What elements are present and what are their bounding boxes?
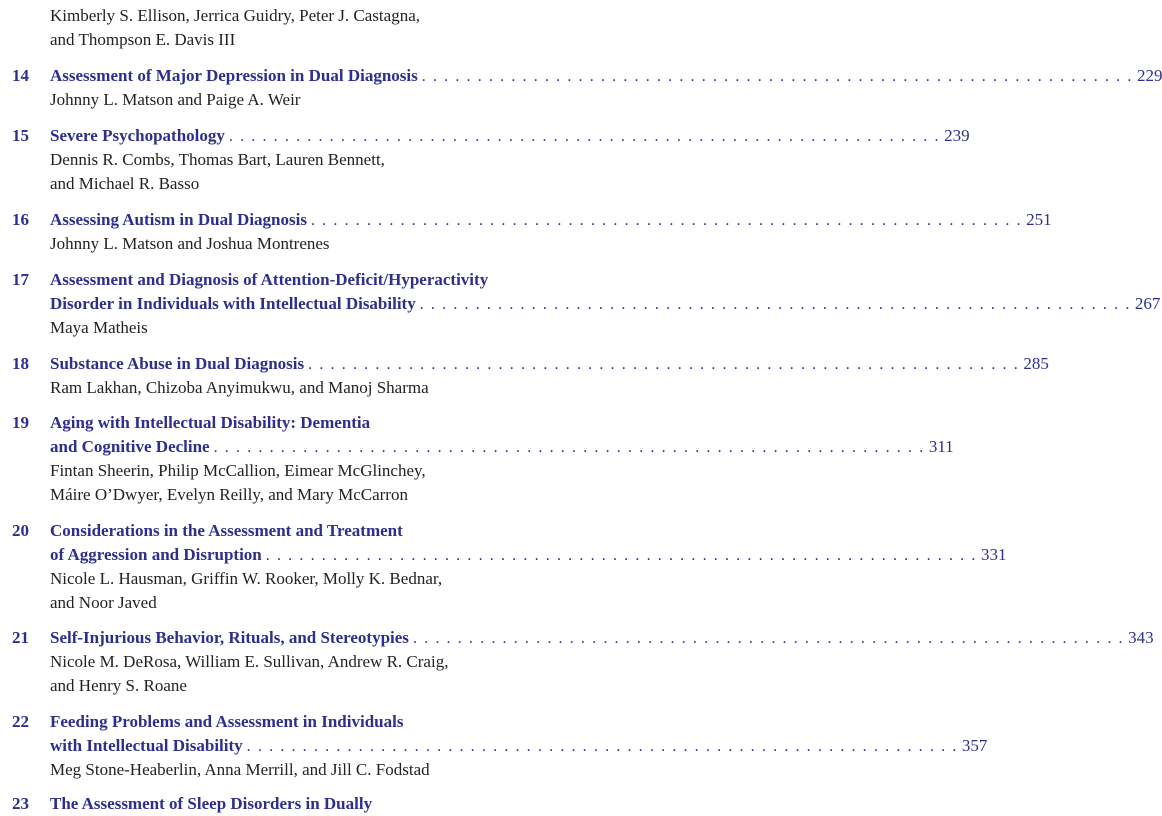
- author-line: Dennis R. Combs, Thomas Bart, Lauren Bennett,: [50, 150, 385, 169]
- page-number[interactable]: 357: [961, 736, 988, 755]
- dot-leader: . . . . . . . . . . . . . . . . . . . . . . . . . . . . . . . . . . . . . . . . . . . . . . . . . . . . . . . . . . . . . . . .: [421, 68, 1133, 85]
- author-line: Johnny L. Matson and Joshua Montrenes: [50, 234, 330, 253]
- chapter-title-line[interactable]: [50, 208, 1052, 232]
- chapter-number: 15: [12, 126, 29, 145]
- chapter-title-line[interactable]: [50, 734, 988, 758]
- chapter-title[interactable]: Aging with Intellectual Disability: Dementia: [50, 413, 371, 432]
- chapter-title[interactable]: Self-Injurious Behavior, Rituals, and Stereotypies: [50, 628, 409, 647]
- author-line: Nicole M. DeRosa, William E. Sullivan, Andrew R. Craig,: [50, 652, 449, 671]
- chapter-title-line[interactable]: [50, 435, 954, 459]
- page-number[interactable]: 331: [980, 545, 1007, 564]
- chapter-title-line[interactable]: [50, 411, 601, 435]
- dot-leader: . . . . . . . . . . . . . . . . . . . . . . . . . . . . . . . . . . . . . . . . . . . . . . . . . . . . . . . . . . . . . . . .: [213, 439, 925, 456]
- author-line: Fintan Sheerin, Philip McCallion, Eimear McGlinchey,: [50, 461, 426, 480]
- author-line: Johnny L. Matson and Paige A. Weir: [50, 90, 301, 109]
- dot-leader: . . . . . . . . . . . . . . . . . . . . . . . . . . . . . . . . . . . . . . . . . . . . . . . . . . . . . . . . . . . . . . . .: [419, 296, 1131, 313]
- chapter-title-line[interactable]: [50, 519, 601, 543]
- page-number[interactable]: 229: [1136, 66, 1162, 85]
- chapter-number: 19: [12, 413, 29, 432]
- chapter-title[interactable]: Disorder in Individuals with Intellectual Disability: [50, 294, 416, 313]
- author-line: and Henry S. Roane: [50, 676, 187, 695]
- chapter-title-line[interactable]: [50, 292, 1161, 316]
- chapter-number: 18: [12, 354, 29, 373]
- chapter-number: 22: [12, 712, 29, 731]
- dot-leader: . . . . . . . . . . . . . . . . . . . . . . . . . . . . . . . . . . . . . . . . . . . . . . . . . . . . . . . . . . . . . . . .: [308, 356, 1020, 373]
- author-line: Maya Matheis: [50, 318, 148, 337]
- dot-leader: . . . . . . . . . . . . . . . . . . . . . . . . . . . . . . . . . . . . . . . . . . . . . . . . . . . . . . . . . . . . . . . .: [310, 212, 1023, 229]
- page-number[interactable]: 343: [1128, 628, 1154, 647]
- chapter-title[interactable]: Assessment and Diagnosis of Attention-Deficit/Hyperactivity: [50, 270, 489, 289]
- author-line: Máire O’Dwyer, Evelyn Reilly, and Mary McCarron: [50, 485, 408, 504]
- chapter-title-line[interactable]: [50, 543, 1007, 567]
- chapter-title[interactable]: Assessment of Major Depression in Dual Diagnosis: [50, 66, 418, 85]
- chapter-number: 23: [12, 794, 29, 813]
- dot-leader: . . . . . . . . . . . . . . . . . . . . . . . . . . . . . . . . . . . . . . . . . . . . . . . . . . . . . . . . . . . . . . . .: [412, 630, 1125, 647]
- chapter-title[interactable]: Substance Abuse in Dual Diagnosis: [50, 354, 305, 373]
- chapter-title-line[interactable]: [50, 710, 601, 734]
- page-number[interactable]: 285: [1023, 354, 1049, 373]
- dot-leader: . . . . . . . . . . . . . . . . . . . . . . . . . . . . . . . . . . . . . . . . . . . . . . . . . . . . . . . . . . . . . . . .: [265, 547, 977, 564]
- author-line: and Noor Javed: [50, 593, 157, 612]
- chapter-number: 16: [12, 210, 29, 229]
- chapter-title-line[interactable]: [50, 626, 1154, 650]
- page-number[interactable]: 311: [928, 437, 954, 456]
- chapter-title[interactable]: Severe Psychopathology: [50, 126, 225, 145]
- chapter-title-line[interactable]: [50, 352, 1049, 376]
- chapter-number: 17: [12, 270, 29, 289]
- page-number[interactable]: 239: [944, 126, 970, 145]
- page-number[interactable]: 267: [1134, 294, 1161, 313]
- chapter-title[interactable]: The Assessment of Sleep Disorders in Dually: [50, 794, 373, 813]
- author-line: Kimberly S. Ellison, Jerrica Guidry, Peter J. Castagna,: [50, 6, 420, 25]
- dot-leader: . . . . . . . . . . . . . . . . . . . . . . . . . . . . . . . . . . . . . . . . . . . . . . . . . . . . . . . . . . . . . . . .: [228, 128, 941, 145]
- chapter-title[interactable]: Considerations in the Assessment and Treatment: [50, 521, 403, 540]
- chapter-number: 20: [12, 521, 29, 540]
- author-line: Meg Stone-Heaberlin, Anna Merrill, and Jill C. Fodstad: [50, 760, 430, 779]
- chapter-title-line[interactable]: [50, 792, 601, 816]
- dot-leader: . . . . . . . . . . . . . . . . . . . . . . . . . . . . . . . . . . . . . . . . . . . . . . . . . . . . . . . . . . . . . . . .: [246, 738, 958, 755]
- author-line: and Michael R. Basso: [50, 174, 200, 193]
- chapter-title-line[interactable]: [50, 124, 970, 148]
- chapter-title[interactable]: and Cognitive Decline: [50, 437, 210, 456]
- chapter-title[interactable]: Assessing Autism in Dual Diagnosis: [50, 210, 307, 229]
- author-line: Nicole L. Hausman, Griffin W. Rooker, Molly K. Bednar,: [50, 569, 443, 588]
- chapter-title-line[interactable]: [50, 268, 601, 292]
- chapter-title[interactable]: of Aggression and Disruption: [50, 545, 262, 564]
- author-line: and Thompson E. Davis III: [50, 30, 236, 49]
- chapter-number: 14: [12, 66, 29, 85]
- author-line: Ram Lakhan, Chizoba Anyimukwu, and Manoj Sharma: [50, 378, 429, 397]
- chapter-title-line[interactable]: [50, 64, 1162, 88]
- chapter-number: 21: [12, 628, 29, 647]
- chapter-title[interactable]: with Intellectual Disability: [50, 736, 243, 755]
- chapter-title[interactable]: Feeding Problems and Assessment in Individuals: [50, 712, 404, 731]
- page-number[interactable]: 251: [1026, 210, 1052, 229]
